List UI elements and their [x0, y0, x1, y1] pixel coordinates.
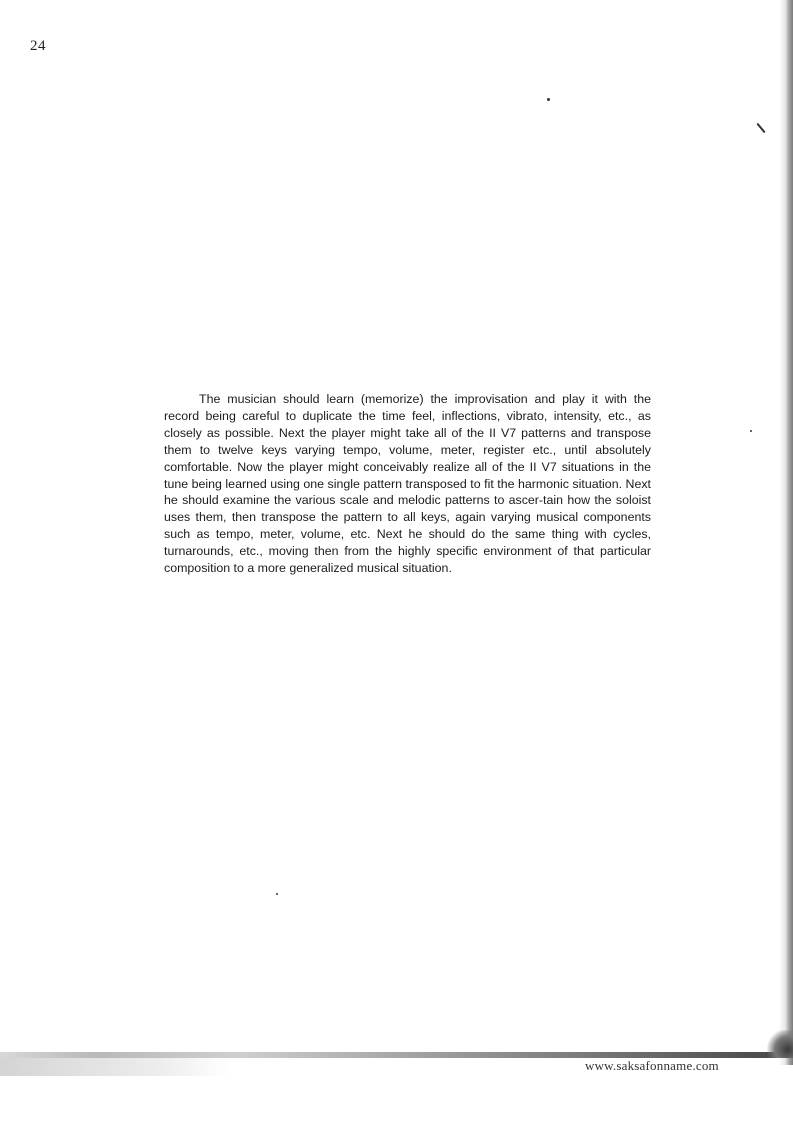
scan-speck: [756, 123, 765, 133]
scan-bottom-shade: [0, 1058, 230, 1076]
watermark-url: www.saksafonname.com: [585, 1058, 719, 1073]
scan-speck: [276, 893, 278, 895]
page-number: 24: [30, 38, 46, 54]
scan-speck: [750, 430, 752, 432]
scan-corner-mark: [767, 1030, 793, 1058]
scan-right-edge: [779, 0, 793, 1065]
body-paragraph: The musician should learn (memorize) the improvisation and play it with the record being careful to duplicate the time feel, inflections, vibrato, intensity, etc., as closely as possible. Next the player might take all of the II V7 patterns and transpose them to twelve keys varying tempo, volume, meter, register etc., until absolutely comfortable. Now the player might conceivably realize all of the II V7 situations in the tune being learned using one single pattern transposed to fit the harmonic situation. Next he should examine the various scale and melodic patterns to ascer-tain how the soloist uses them, then transpose the pattern to all keys, again varying musical components such as tempo, meter, volume, etc. Next he should do the same thing with cycles, turnarounds, etc., moving then from the highly specific environment of that particular composition to a more generalized musical situation.: [164, 392, 651, 576]
scan-speck: [547, 98, 550, 101]
